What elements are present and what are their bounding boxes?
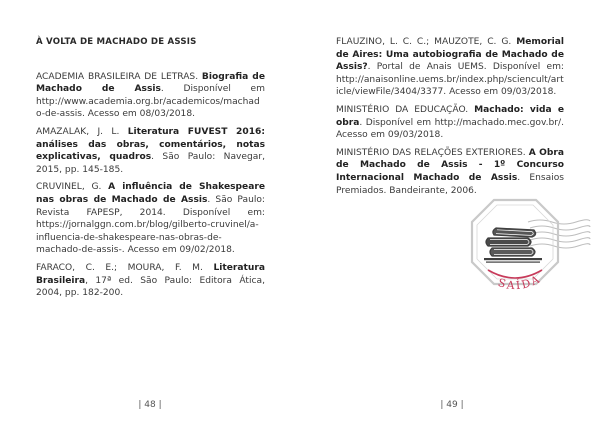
reference-title: A influência de Shakespeare nas obras de Machado de Assis bbox=[36, 182, 265, 205]
references-column-left bbox=[36, 36, 265, 305]
reference-author: MINISTÉRIO DA EDUCAÇÃO. bbox=[336, 104, 475, 115]
reference-title: Literatura FUVEST 2016: análises das obras, comentários, notas explicativas, quadros bbox=[36, 126, 265, 163]
reference-author: MINISTÉRIO DAS RELAÇÕES EXTERIORES. bbox=[336, 147, 529, 158]
books-stamp-icon bbox=[458, 192, 592, 312]
reference-mre bbox=[336, 147, 564, 197]
reference-details: , 17ª ed. São Paulo: Editora Ática, 2004, pp. 182-200. bbox=[36, 275, 265, 299]
reference-title: Machado: vida e obra bbox=[336, 104, 564, 128]
reference-details: . Portal de Anais UEMS. Disponível em: http://anaisonline.uems.br/index.php/sciencult/article/viewFile/3404/3377. Acesso em 09/03/2018. bbox=[336, 62, 564, 98]
reference-cruvinel bbox=[36, 181, 265, 257]
reference-title: Memorial de Aires: Uma autobiografia de Machado de Assis? bbox=[336, 37, 564, 73]
reference-author: AMAZALAK, J. L. bbox=[36, 126, 128, 137]
reference-title: Biografia de Machado de Assis bbox=[36, 71, 265, 95]
right-page bbox=[300, 0, 600, 422]
reference-amazalak bbox=[36, 126, 265, 176]
reference-title: A Obra de Machado de Assis - 1º Concurso Internacional Machado de Assis bbox=[336, 147, 564, 183]
reference-details: . São Paulo: Revista FAPESP, 2014. Disponível em: https://jornalggn.com.br/blog/gilberto-cruvinel/a-influencia-de-shakespeare-nas-obras-de-machado-de-assis-. Acesso em 09/02/2018. bbox=[36, 194, 265, 256]
reference-author: CRUVINEL, G. bbox=[36, 182, 109, 193]
reference-faraco bbox=[36, 262, 265, 300]
reference-author: ACADEMIA BRASILEIRA DE LETRAS. bbox=[36, 71, 202, 82]
reference-author: FLAUZINO, L. C. C.; MAUZOTE, C. G. bbox=[336, 37, 517, 47]
stamp-text: SAÍDA bbox=[496, 272, 544, 293]
reference-details: . São Paulo: Navegar, 2015, pp. 145-185. bbox=[36, 152, 265, 175]
reference-flauzino bbox=[336, 36, 564, 99]
reference-details: . Ensaios Premiados. Bandeirante, 2006. bbox=[336, 172, 564, 196]
reference-title: Literatura Brasileira bbox=[36, 262, 265, 286]
section-heading: À VOLTA DE MACHADO DE ASSIS bbox=[36, 37, 197, 47]
references-column-right bbox=[336, 36, 564, 202]
page-number-right: | 49 | bbox=[440, 400, 464, 410]
page-number-left: | 48 | bbox=[138, 400, 162, 410]
reference-details: . Disponível em http://machado.mec.gov.br/. Acesso em 09/03/2018. bbox=[336, 117, 564, 141]
reference-author: FARACO, C. E.; MOURA, F. M. bbox=[36, 262, 214, 273]
reference-academia bbox=[36, 71, 265, 121]
reference-details: . Disponível em http://www.academia.org.br/academicos/machado-de-assis. Acesso em 08/03/2018. bbox=[36, 84, 265, 120]
reference-mec bbox=[336, 104, 564, 142]
